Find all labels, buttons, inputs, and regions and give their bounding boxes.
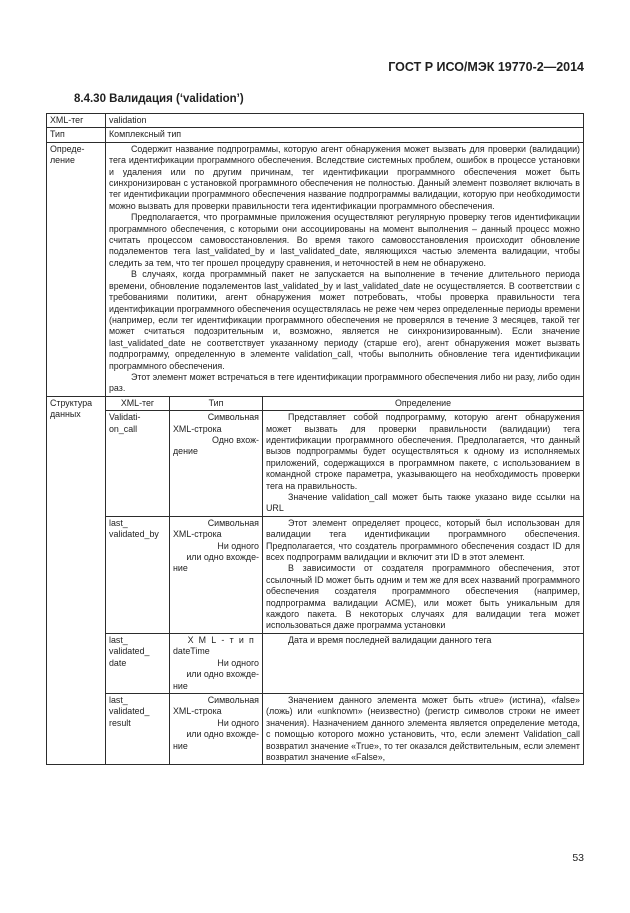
row-label: Тип	[47, 128, 106, 142]
section-title: 8.4.30 Валидация (‘validation’)	[74, 93, 244, 105]
structure-definition	[263, 693, 584, 764]
column-header-type: Тип	[170, 397, 263, 411]
definition-label: Опреде- ление	[50, 143, 85, 166]
structure-header-row	[106, 397, 583, 411]
type-line: Символьная	[207, 412, 259, 423]
type-line: XML-строка	[173, 706, 222, 717]
type-line: XML-строка	[173, 529, 222, 540]
definition-paragraph: В зависимости от создателя программного обеспечения, этот ссылочный ID может быть одним и тем же для всех названий программного обеспечения создателя программного обеспечения (например, подпрограмма валидации ACME), или может быть уникальным для каждого пакета. В некоторых случаях для валидации тега может использоваться даже программа установки	[266, 563, 580, 631]
structure-row	[106, 693, 583, 764]
type-line: Символьная	[207, 694, 259, 705]
definition-paragraph: Этот элемент может встречаться в теге идентификации программного обеспечения либо ни разу, либо один раз.	[109, 371, 580, 394]
structure-tag: last_ validated_ date	[106, 633, 170, 693]
structure-type	[170, 693, 263, 764]
definition-paragraph: В случаях, когда программный пакет не запускается на выполнение в течение длительного периода времени, обновление подэлементов last_validated_by и last_validated_date не осуществляется. В соответствии с требованиями политики, агент обнаружения может потребовать, чтобы проверка правильности тега идентификации программного обеспечения осуществлялась не реже чем через определенные периоды времени (например, если тег идентификации программного обеспечения не проверялся в течение 3 месяцев, такой тег может считаться подозрительным и, возможно, является не синхронизированным). Если значение last_validated_date не соответствует указанному периоду (старше его), агент обнаружения может вызвать подпрограмму, определенную в элементе validation_call, чтобы выполнить обновление тега идентификации программного обеспечения.	[109, 269, 580, 371]
row-xml-tag	[47, 114, 584, 128]
type-line: или одно вхожде-	[186, 669, 259, 680]
row-label: XML-тег	[47, 114, 106, 128]
definition-paragraph: Дата и время последней валидации данного тега	[288, 634, 492, 645]
type-line: ние	[173, 680, 188, 691]
structure-row	[106, 633, 583, 693]
definition-paragraph: Предполагается, что программные приложения осуществляют регулярную проверку тегов идентификации программного обеспечения, с которыми они ассоциированы на момент выполнения – данный процесс можно считать процессом самовосстановления. Во время такого самовосстановления происходит обновление подэлементов тега last_validated_by и last_validated_date, являющихся частью элемента валидации, чтобы следить за тем, что тег прошел процедуру сравнения, и неточностей в нем не обнаружено.	[109, 212, 580, 268]
structure-label: Структура данных	[50, 397, 93, 420]
row-type	[47, 128, 584, 142]
type-line: Символьная	[207, 517, 259, 528]
structure-definition	[263, 633, 584, 693]
type-line: ние	[173, 740, 188, 751]
document-header: ГОСТ Р ИСО/МЭК 19770-2—2014	[388, 60, 584, 74]
definition-paragraph: Значением данного элемента может быть «true» (истина), «false» (ложь) или «unknown» (неизвестно) (регистр символов строки не имеет значения). Назначением данного элемента является определение метода, с помощью которого можно установить, что, если элемент Validation_call возвратил значение «True», то тег оказался действительным, если элемент возвратил значение «False»,	[266, 694, 580, 762]
spec-table	[46, 113, 584, 765]
row-label	[47, 142, 106, 396]
column-header-definition: Определение	[263, 397, 584, 411]
row-definition	[47, 142, 584, 396]
column-header-tag: XML-тег	[106, 397, 170, 411]
structure-type	[170, 633, 263, 693]
structure-row	[106, 516, 583, 633]
row-value: validation	[106, 114, 584, 128]
structure-cell	[106, 396, 584, 765]
type-line: dateTime	[173, 646, 210, 657]
type-line: Ни одного	[217, 657, 259, 668]
type-line: или одно вхожде-	[186, 552, 259, 563]
structure-type	[170, 411, 263, 517]
type-line: дение	[173, 446, 198, 457]
type-line: ние	[173, 563, 188, 574]
type-line: Ни одного	[217, 717, 259, 728]
definition-paragraph: Значение validation_call может быть также указано виде ссылки на URL	[266, 492, 580, 514]
structure-row	[106, 411, 583, 517]
page-number: 53	[572, 852, 584, 864]
structure-tag: last_ validated_ result	[106, 693, 170, 764]
structure-table	[106, 397, 583, 765]
type-line: Ни одного	[217, 540, 259, 551]
structure-definition	[263, 411, 584, 517]
definition-text	[106, 142, 584, 396]
structure-tag: Validati- on_call	[106, 411, 170, 517]
row-label	[47, 396, 106, 765]
structure-type	[170, 516, 263, 633]
definition-paragraph: Содержит название подпрограммы, которую агент обнаружения может вызвать для проверки (валидации) тега идентификации программного обеспечения. Вследствие системных проблем, ошибок в процессе установки и удаления или по другим причинам, тег идентификации программного обеспечения может быть синхронизирован с установкой программного обеспечения не полностью. Данный элемент позволяет включать в тег идентификации программного обеспечения название подпрограммы валидации, которую при необходимости можно вызвать для проверки правильности тега идентификации программного обеспечения.	[109, 143, 580, 211]
row-structure	[47, 396, 584, 765]
type-line: XML-тип	[187, 634, 259, 645]
row-value: Комплексный тип	[106, 128, 584, 142]
type-line: или одно вхожде-	[186, 729, 259, 740]
definition-paragraph: Этот элемент определяет процесс, который был использован для валидации тега идентификации программного обеспечения. Предполагается, что создатель программного обеспечения создаст ID для всех подпрограмм валидации и включит эти ID в этот элемент.	[266, 517, 580, 563]
definition-paragraph: Представляет собой подпрограмму, которую агент обнаружения может вызвать для проверки правильности (валидации) тега идентификации программного обеспечения. Предполагается, что данный вызов подпрограммы будет осуществляться к одному из исполняемых приложений, содержащихся в программном пакете, с использованием в командной строке параметра, указывающего на необходимость проверки тега на правильность.	[266, 412, 580, 491]
structure-definition	[263, 516, 584, 633]
type-line: Одно вхож-	[212, 434, 259, 445]
type-line: XML-строка	[173, 423, 222, 434]
structure-tag: last_ validated_by	[106, 516, 170, 633]
